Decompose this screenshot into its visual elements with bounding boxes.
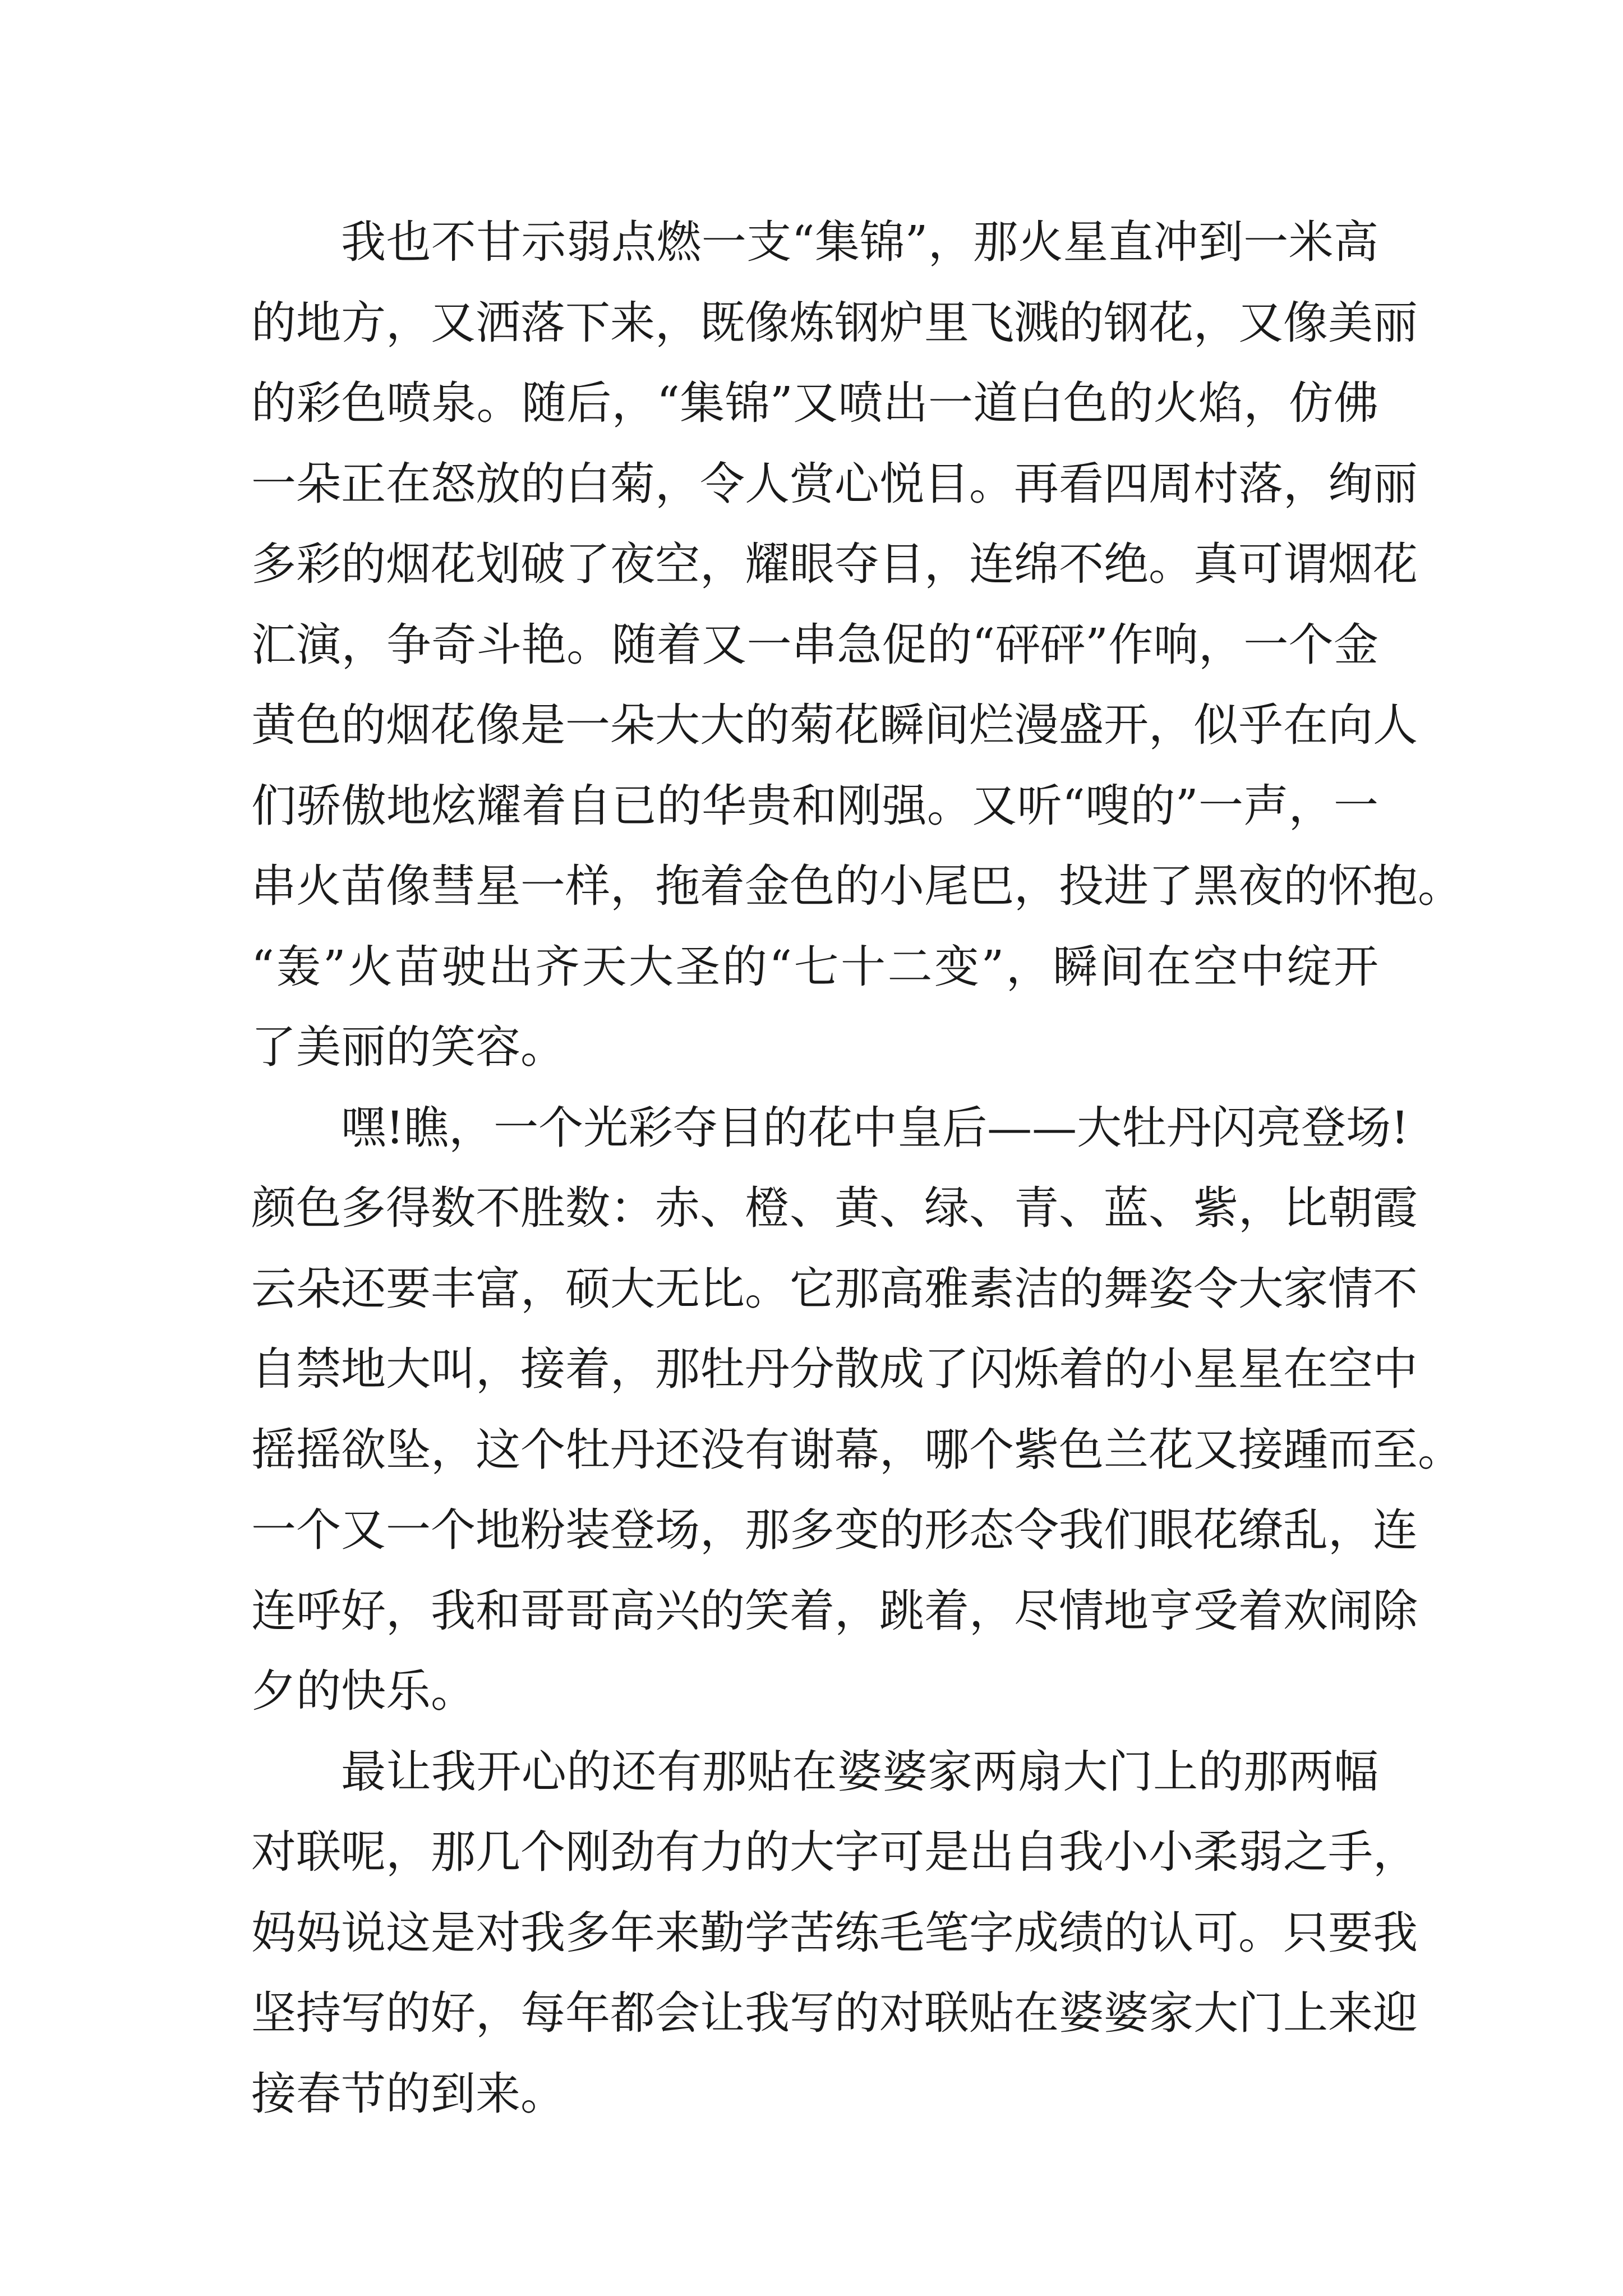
paragraph-line: 接春节的到来。 — [251, 2067, 565, 2120]
paragraph-line: 妈妈说这是对我多年来勤学苦练毛笔字成绩的认可。只要我 — [251, 1906, 1418, 1959]
paragraph-line: 最让我开心的还有那贴在婆婆家两扇大门上的那两幅 — [341, 1745, 1378, 1798]
paragraph-line: 我也不甘示弱点燃一支“集锦”，那火星直冲到一米高 — [341, 216, 1378, 268]
paragraph-line: 一朵正在怒放的白菊，令人赏心悦目。再看四周村落，绚丽 — [251, 457, 1418, 510]
paragraph-line: 的地方，又洒落下来，既像炼钢炉里飞溅的钢花，又像美丽 — [251, 296, 1418, 349]
paragraph-line: 多彩的烟花划破了夜空，耀眼夺目，连绵不绝。真可谓烟花 — [251, 538, 1418, 590]
paragraph-line: 云朵还要丰富，硕大无比。它那高雅素洁的舞姿令大家情不 — [251, 1262, 1418, 1315]
paragraph-line: 们骄傲地炫耀着自已的华贵和刚强。又听“嗖的”一声，一 — [251, 779, 1378, 832]
paragraph-line: 黄色的烟花像是一朵大大的菊花瞬间烂漫盛开，似乎在向人 — [251, 699, 1418, 751]
paragraph-line: 连呼好，我和哥哥高兴的笑着，跳着，尽情地亨受着欢闹除 — [251, 1584, 1418, 1637]
paragraph-line: 嘿!瞧，一个光彩夺目的花中皇后——大牡丹闪亮登场! — [341, 1101, 1409, 1154]
paragraph-line: 汇演，争奇斗艳。随着又一串急促的“砰砰”作响，一个金 — [251, 618, 1378, 671]
paragraph-line: 坚持写的好，每年都会让我写的对联贴在婆婆家大门上来迎 — [251, 1987, 1418, 2039]
paragraph-1 — [251, 202, 1463, 1088]
paragraph-line: 了美丽的笑容。 — [251, 1021, 565, 1073]
paragraph-line: “轰”火苗驶出齐天大圣的“七十二变”，瞬间在空中绽开 — [251, 940, 1378, 993]
paragraph-line: 对联呢，那几个刚劲有力的大字可是出自我小小柔弱之手， — [251, 1826, 1418, 1878]
paragraph-line: 夕的快乐。 — [251, 1665, 476, 1717]
paragraph-line: 摇摇欲坠，这个牡丹还没有谢幕，哪个紫色兰花又接踵而至。 — [251, 1423, 1463, 1476]
paragraph-line: 颜色多得数不胜数：赤、橙、黄、绿、青、蓝、紫，比朝霞 — [251, 1182, 1418, 1234]
paragraph-line: 自禁地大叫，接着，那牡丹分散成了闪烁着的小星星在空中 — [251, 1343, 1418, 1395]
essay-body — [251, 202, 1463, 2134]
paragraph-line: 串火苗像彗星一样，拖着金色的小尾巴，投进了黑夜的怀抱。 — [251, 860, 1463, 912]
paragraph-line: 一个又一个地粉装登场，那多变的形态令我们眼花缭乱，连 — [251, 1504, 1418, 1556]
paragraph-3 — [251, 1732, 1418, 2134]
paragraph-2 — [251, 1088, 1463, 1732]
paragraph-line: 的彩色喷泉。随后，“集锦”又喷出一道白色的火焰，仿佛 — [251, 377, 1378, 429]
